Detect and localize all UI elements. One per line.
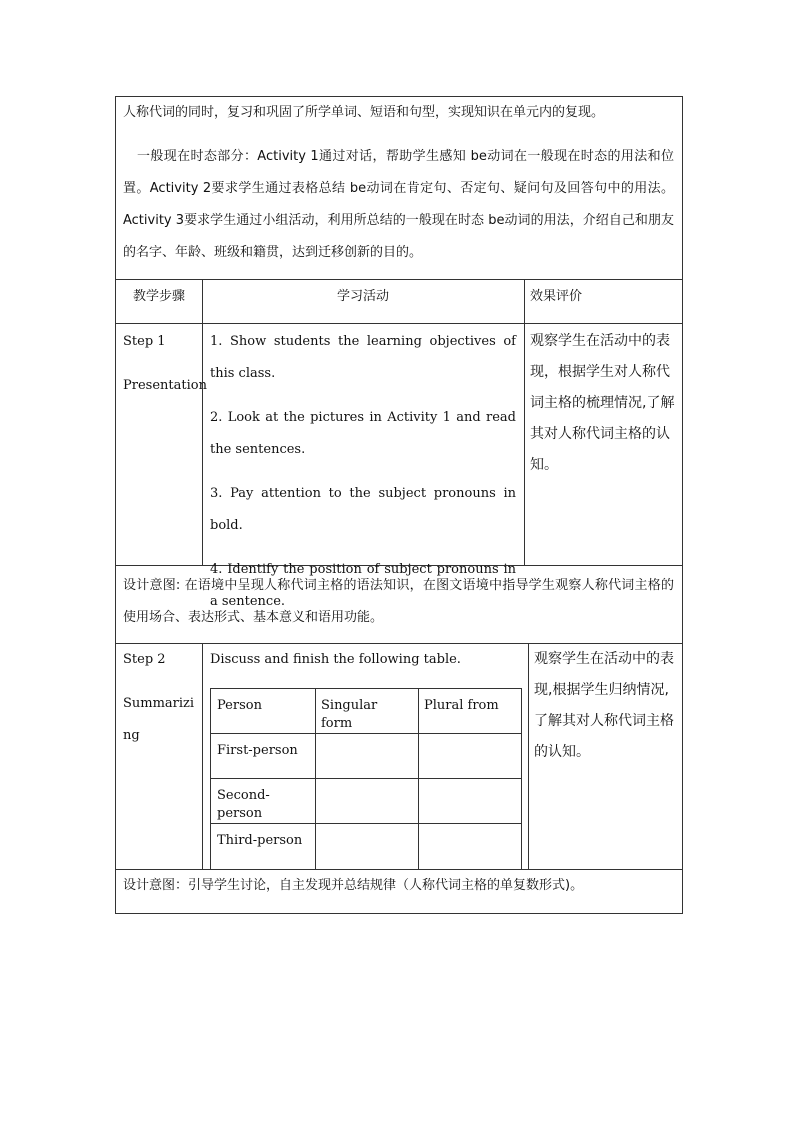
design-intent-2-row xyxy=(116,870,682,913)
second-person-label: Second-person xyxy=(217,788,270,821)
step2-row xyxy=(116,644,682,870)
table-row xyxy=(211,734,521,779)
intro-row xyxy=(116,97,682,280)
header-row xyxy=(116,280,682,324)
step2-evaluation: 观察学生在活动中的表现,根据学生归纳情况,了解其对人称代词主格的认知。 xyxy=(534,651,674,760)
table-row xyxy=(211,779,521,824)
step2-instruction: Discuss and finish the following table. xyxy=(210,652,461,667)
step2-name: Summarizing xyxy=(123,696,195,743)
second-person-plural-cell[interactable] xyxy=(418,779,521,823)
lesson-plan-table xyxy=(115,96,683,914)
step1-activities xyxy=(210,324,516,609)
first-person-plural-cell[interactable] xyxy=(418,734,521,778)
step1-evaluation: 观察学生在活动中的表现，根据学生对人称代词主格的梳理情况,了解其对人称代词主格的认知。 xyxy=(530,333,675,473)
step1-activity-3: 3. Pay attention to the subject pronouns in bold. xyxy=(210,486,516,533)
step1-activity-4: 4. Identify the position of subject pronouns in a sentence. xyxy=(210,562,516,609)
intro-line-1: 人称代词的同时，复习和巩固了所学单词、短语和句型，实现知识在单元内的复现。 xyxy=(123,105,605,120)
step1-activity-1: 1. Show students the learning objectives of this class. xyxy=(210,334,516,381)
step1-activity-2: 2. Look at the pictures in Activity 1 and read the sentences. xyxy=(210,410,516,457)
third-person-label: Third-person xyxy=(217,833,303,848)
step1-label: Step 1 xyxy=(123,334,166,349)
header-learning-activities: 学习活动 xyxy=(336,289,389,304)
person-form-table xyxy=(210,688,522,870)
design-intent-2: 设计意图：引导学生讨论，自主发现并总结规律（人称代词主格的单复数形式)。 xyxy=(123,878,584,893)
third-person-singular-cell[interactable] xyxy=(315,824,418,870)
header-evaluation: 效果评价 xyxy=(530,289,583,304)
first-person-singular-cell[interactable] xyxy=(315,734,418,778)
person-table-header xyxy=(211,689,521,734)
design-intent-1: 设计意图: 在语境中呈现人称代词主格的语法知识，在图文语境中指导学生观察人称代词主格的使用场合、表达形式、基本意义和语用功能。 xyxy=(123,578,674,625)
design-intent-1-row xyxy=(116,566,682,644)
third-person-plural-cell[interactable] xyxy=(418,824,521,870)
plural-col-header: Plural from xyxy=(424,698,499,713)
step2-label: Step 2 xyxy=(123,652,166,667)
first-person-label: First-person xyxy=(217,743,298,758)
person-col-header: Person xyxy=(217,698,262,713)
header-teaching-steps: 教学步骤 xyxy=(132,289,185,304)
singular-col-header: Singular form xyxy=(321,698,378,731)
table-row xyxy=(211,824,521,870)
second-person-singular-cell[interactable] xyxy=(315,779,418,823)
intro-paragraph-2: 一般现在时态部分：Activity 1通过对话，帮助学生感知 be动词在一般现在时态的用法和位置。Activity 2要求学生通过表格总结 be动词在肯定句、否定句、疑问句及回答句中的用法。Activity 3要求学生通过小组活动，利用所总结的一般现在时态 be动词的用法，介绍自己和朋友的名字、年龄、班级和籍贯，达到迁移创新的目的。 xyxy=(123,149,674,260)
step1-name: Presentation xyxy=(123,378,207,393)
